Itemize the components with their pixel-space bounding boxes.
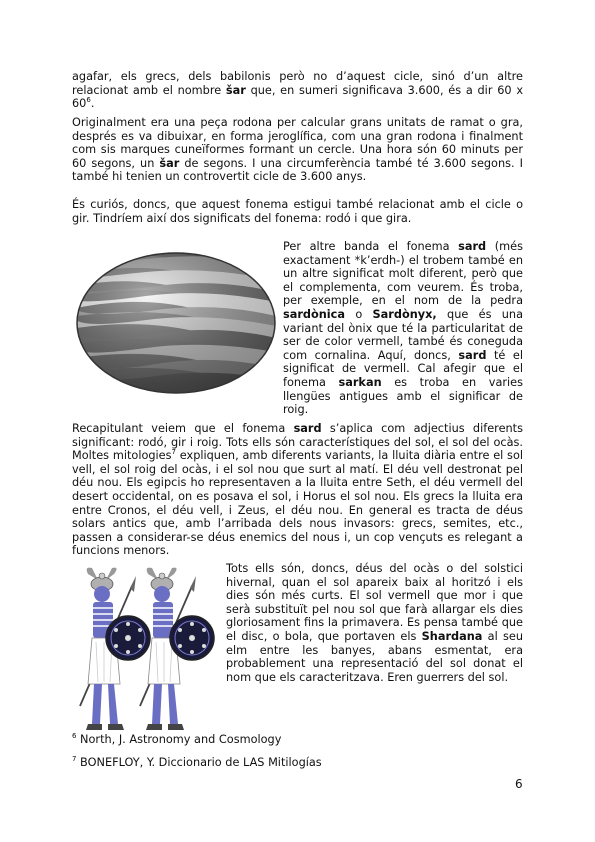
text: . [90, 97, 95, 111]
text: s’aplica com adjectius diferents significant: rodó, gir i roig. Tots ells són característiques del sol, el sol del ocàs. Moltes mitologies [72, 422, 523, 463]
paragraph-1 [72, 70, 523, 111]
page-number: 6 [515, 777, 523, 791]
bold-term: sardònica [283, 307, 346, 321]
paragraph-3 [72, 198, 523, 225]
bold-term: šar [159, 156, 180, 170]
bold-term: sarkan [338, 375, 382, 389]
bold-term: sard [458, 240, 487, 253]
footnote-number: 6 [72, 732, 77, 741]
text: agafar, els grecs, dels babilonis però no d’aquest cicle, sinó d’un altre relacionat amb el nombre [72, 70, 523, 97]
footnote-6 [72, 733, 281, 747]
text: expliquen, amb diferents variants, la lluita diària entre el sol vell, el sol roig del ocàs, i el sol nou que surt al matí. El déu vell destronat pel déu nou. Els egipcis ho representaven a la lluita entre Seth, el déu vermell del desert occidental, on es posava el sol, i Horus el sol nou. Els grecs la lluita era entre Cronos, el déu vell, i Zeus, el déu nou. En general es tracta de déus solars antics que, amb l’arribada dels nous invasors: grecs, semites, etc., passen a considerar-se déus enemics del nous i, un cop vençuts es relegant a funcions menors. [72, 449, 523, 558]
footnote-7 [72, 756, 322, 770]
sardonyx-stone-image [76, 252, 276, 394]
text: es troba en varies llengües antigues amb el significar de roig. [283, 375, 523, 417]
text: que és una variant del ònix que té la particularitat de ser de color vermell, també és coneguda com cornalina. Aquí, doncs, [283, 307, 523, 362]
footnote-ref[interactable]: 7 [171, 448, 176, 457]
footnote-text: North, J. Astronomy and Cosmology [76, 733, 282, 746]
text: És curiós, doncs, que aquest fonema estigui també relacionat amb el cicle o gir. Tindríem així dos significats del fonema: rodó i que gira. [72, 198, 523, 225]
text: Per altre banda el fonema [283, 240, 459, 253]
paragraph-4 [283, 240, 523, 417]
text: Tots ells són, doncs, déus del ocàs o del solstici hivernal, quan el sol apareix baix al horitzó i els dies són més curts. El sol vermell que mor i que serà substituït pel nou sol que farà allargar els dies gloriosament fins la primavera. Es pensa també que el disc, o bola, que portaven els [226, 562, 523, 643]
text: Recapitulant veiem que el fonema [72, 422, 294, 435]
text: Originalment era una peça rodona per calcular grans unitats de ramat o gra, després es va dibuixar, en forma jeroglífica, com una gran rodona i finalment com sis marques cuneïformes formant un cercle. Una hora són 60 minuts per 60 segons, un [72, 116, 523, 170]
bold-term: Shardana [421, 629, 483, 643]
text: al seu elm entre les banyes, abans esmentat, era probablement una representació del sol donat el nom que els caracteritzava. Eren guerrers del sol. [226, 629, 523, 684]
text: (més exactament *k’erdh-) el trobem també en un altre significat molt diferent, però que el complementa, com veurem. És troba, per exemple, en el nom de la pedra [283, 240, 523, 308]
footnote-number: 7 [72, 755, 77, 764]
text: que, en sumeri significava 3.600, és a dir 60 x 60 [72, 83, 523, 111]
paragraph-2 [72, 116, 523, 184]
paragraph-6 [226, 562, 523, 684]
paragraph-5 [72, 422, 523, 558]
bold-term: Sardònyx, [372, 307, 437, 321]
text: de segons. I una circumferència també té 3.600 segons. I també hi tenien un controvertit cicle de 3.600 anys. [72, 156, 523, 184]
text: o [345, 307, 373, 321]
bold-term: šar [225, 83, 246, 97]
bold-term: sard [458, 348, 487, 362]
footnote-ref[interactable]: 6 [86, 96, 91, 105]
footnote-text: BONEFLOY, Y. Diccionario de LAS Mitilogías [76, 756, 322, 769]
text: té el significat de vermell. Cal afegir que el fonema [283, 348, 523, 389]
bold-term: sard [293, 422, 322, 435]
shardana-warriors-image [70, 566, 222, 740]
